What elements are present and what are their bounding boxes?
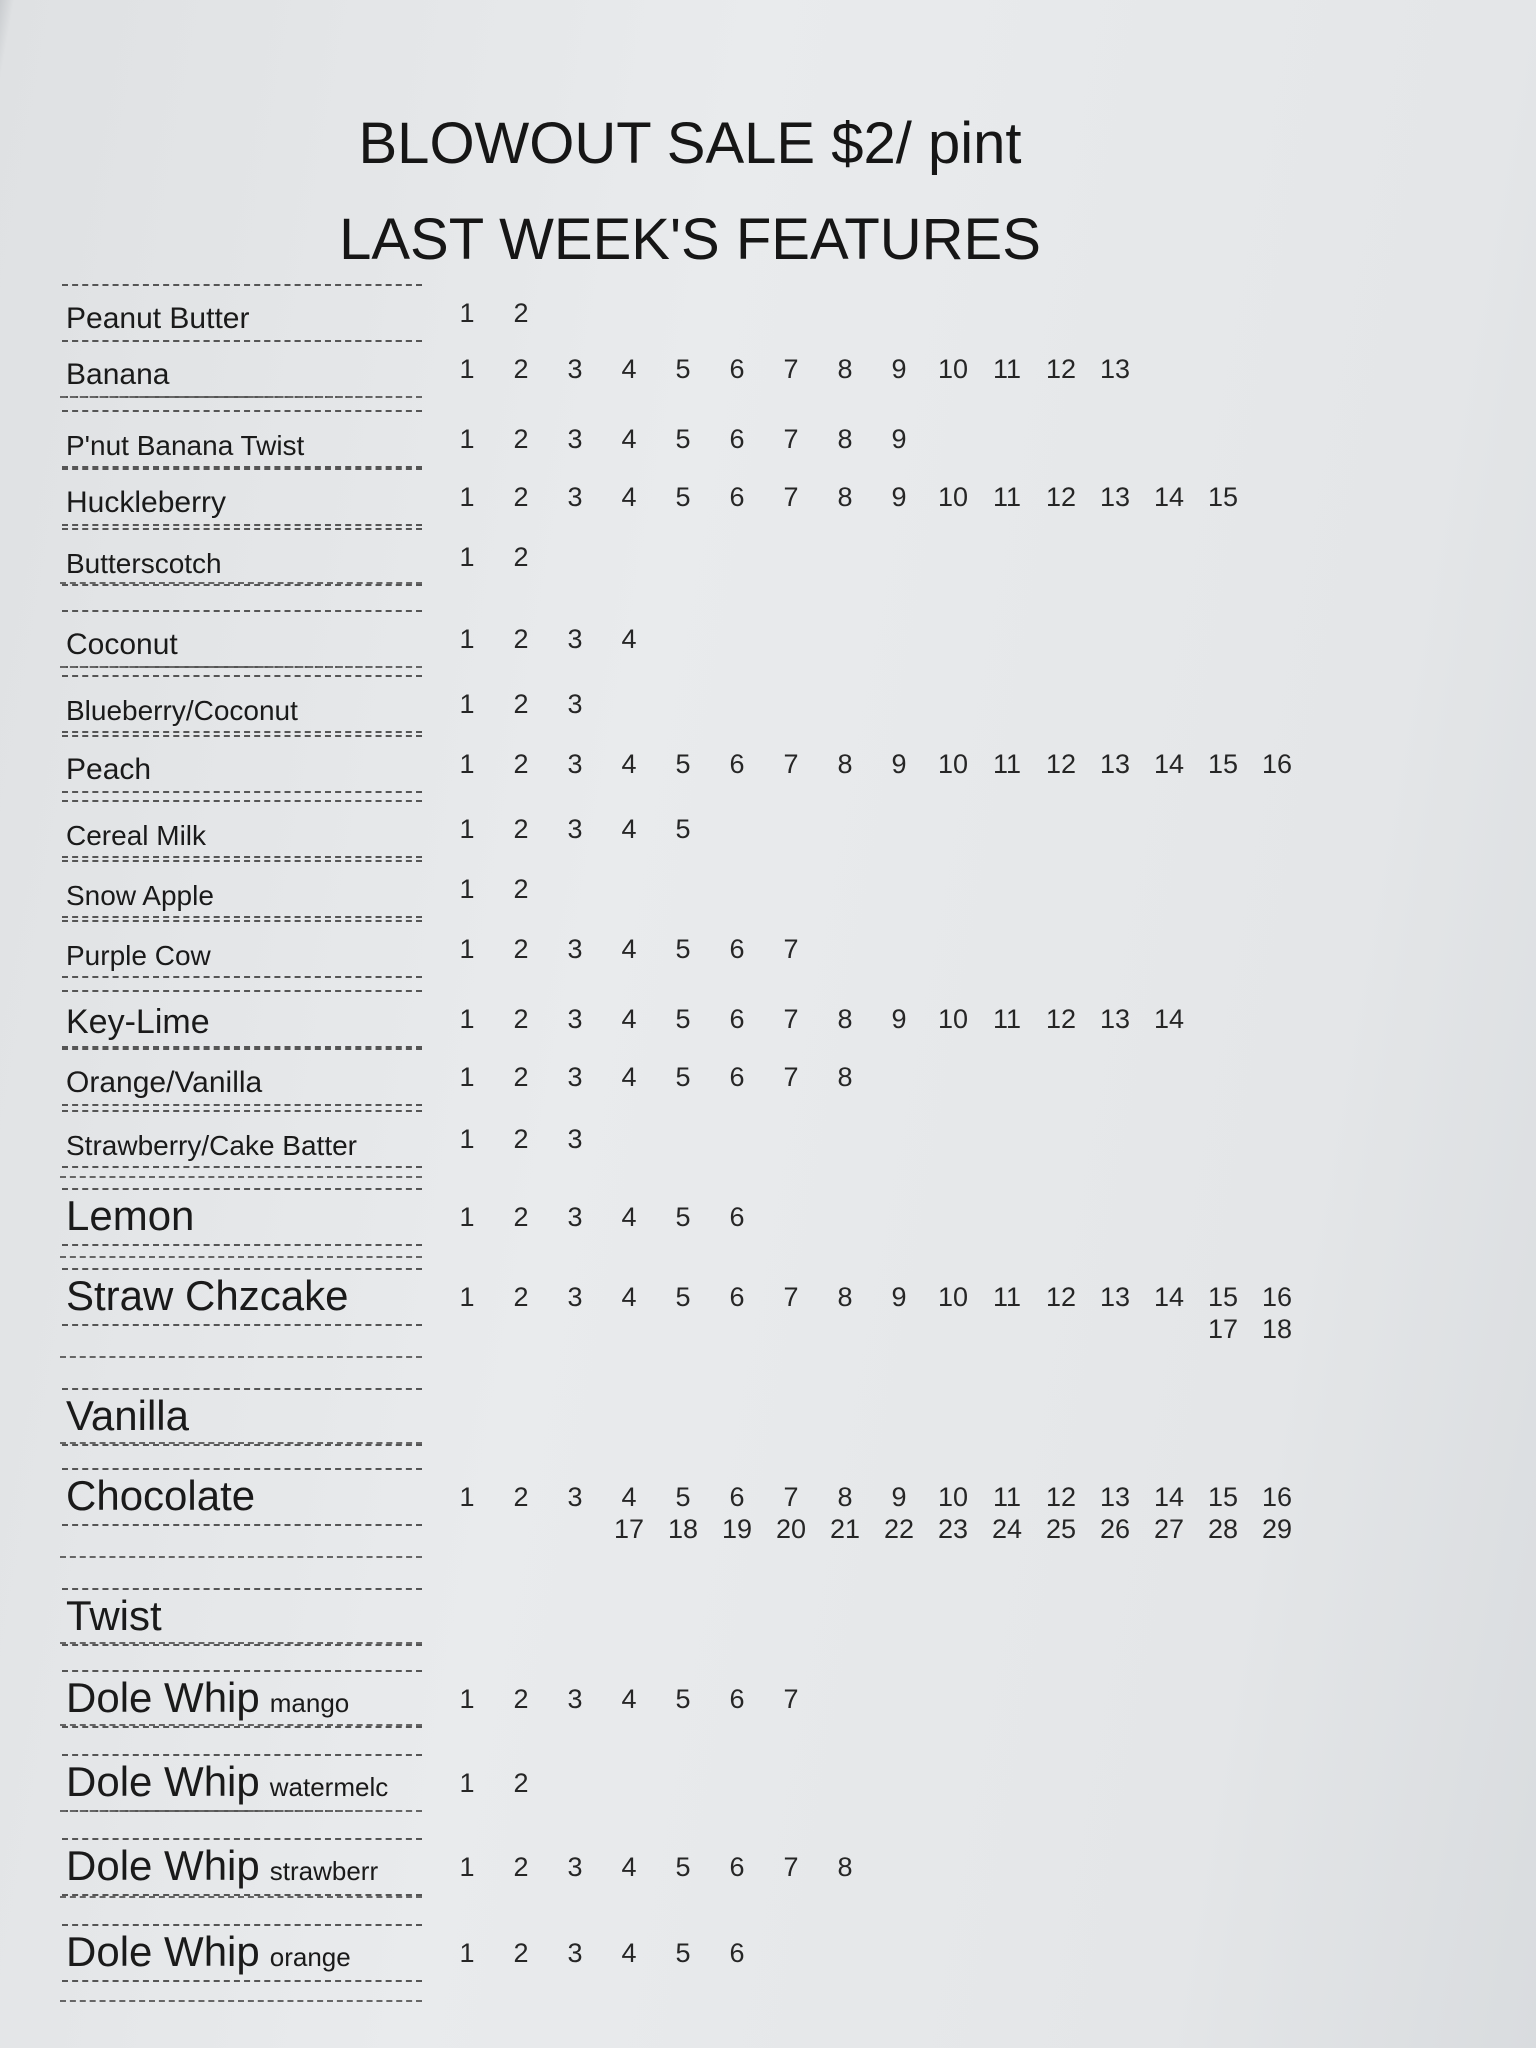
tally-number: 1 [459, 482, 475, 512]
flavor-row [0, 920, 1536, 978]
flavor-label-box [62, 735, 422, 793]
tally-number: 1 [459, 689, 475, 719]
tally-number: 9 [891, 1282, 907, 1312]
flavor-name [66, 628, 178, 662]
flavor-name-text: Straw Chzcake [66, 1272, 349, 1319]
tally-number: 17 [1207, 1314, 1239, 1344]
flavor-row [0, 528, 1536, 586]
tally-number: 12 [1045, 354, 1077, 384]
flavor-label-box [62, 528, 422, 586]
header [0, 96, 1380, 288]
tally-number: 6 [729, 354, 745, 384]
flavor-label-box [62, 284, 422, 342]
tally-number: 13 [1099, 1282, 1131, 1312]
tally-number: 4 [621, 1202, 637, 1232]
tally-number: 7 [783, 1852, 799, 1882]
tally-number: 3 [567, 354, 583, 384]
tally-number: 12 [1045, 1004, 1077, 1034]
tally-number: 2 [513, 542, 529, 572]
features-title: LAST WEEK'S FEATURES [339, 207, 1041, 272]
flavor-name-text: Chocolate [66, 1472, 256, 1519]
flavor-row [0, 735, 1536, 793]
tally-number: 12 [1045, 749, 1077, 779]
tally-number: 2 [513, 874, 529, 904]
tally-number: 6 [729, 1282, 745, 1312]
tally-number: 2 [513, 1202, 529, 1232]
tally-number: 2 [513, 1768, 529, 1798]
dashed-divider [60, 1556, 422, 1558]
tally-number: 12 [1045, 1482, 1077, 1512]
flavor-name [66, 1472, 255, 1520]
tally-number: 4 [621, 482, 637, 512]
tally-number: 5 [675, 1062, 691, 1092]
tally-number: 27 [1153, 1514, 1185, 1544]
tally-number: 10 [937, 354, 969, 384]
flavor-row [0, 675, 1536, 733]
tally-number: 4 [621, 814, 637, 844]
tally-number: 1 [459, 1202, 475, 1232]
flavor-name-text: Dole Whip [66, 1674, 260, 1721]
flavor-row [0, 1924, 1536, 1982]
tally-number: 3 [567, 1852, 583, 1882]
tally-number: 6 [729, 1004, 745, 1034]
flavor-name-text: Butterscotch [66, 548, 222, 579]
tally-number: 1 [459, 874, 475, 904]
flavor-label-box [62, 410, 422, 468]
tally-number: 5 [675, 749, 691, 779]
flavor-name [66, 302, 249, 336]
tally-number: 1 [459, 1938, 475, 1968]
flavor-name-text: Purple Cow [66, 940, 211, 971]
flavor-label-box [62, 1468, 422, 1526]
flavor-row [0, 340, 1536, 398]
tally-number: 9 [891, 354, 907, 384]
flavor-label-box [62, 1048, 422, 1106]
flavor-row [0, 800, 1536, 858]
flavor-row [0, 1268, 1536, 1344]
flavor-name-text: Peach [66, 753, 152, 786]
tally-number: 5 [675, 934, 691, 964]
dashed-divider [60, 1442, 422, 1444]
flavor-row [0, 1188, 1536, 1246]
flavor-name [66, 695, 298, 727]
tally-number: 2 [513, 1004, 529, 1034]
tally-number: 3 [567, 424, 583, 454]
tally-number: 10 [937, 1004, 969, 1034]
tally-number: 4 [621, 1684, 637, 1714]
tally-number: 10 [937, 1282, 969, 1312]
tally-number: 2 [513, 1684, 529, 1714]
tally-number: 7 [783, 482, 799, 512]
tally-number: 1 [459, 1062, 475, 1092]
dashed-divider [60, 1810, 422, 1812]
tally-number: 3 [567, 689, 583, 719]
flavor-name-text: Blueberry/Coconut [66, 695, 298, 726]
tally-number: 14 [1153, 749, 1185, 779]
tally-number: 3 [567, 482, 583, 512]
tally-number: 2 [513, 749, 529, 779]
tally-number: 3 [567, 934, 583, 964]
tally-number: 2 [513, 1062, 529, 1092]
tally-number: 5 [675, 1684, 691, 1714]
tally-number: 9 [891, 1482, 907, 1512]
tally-number: 14 [1153, 1004, 1185, 1034]
tally-number: 11 [992, 354, 1022, 384]
tally-number: 4 [621, 424, 637, 454]
flavor-label-box [62, 675, 422, 733]
tally-number: 1 [459, 542, 475, 572]
tally-number: 21 [829, 1514, 861, 1544]
flavor-name [66, 753, 151, 787]
tally-number: 29 [1261, 1514, 1293, 1544]
flavor-name-text: Twist [66, 1592, 162, 1639]
flavor-name-text: Orange/Vanilla [66, 1066, 263, 1099]
flavor-name [66, 430, 304, 462]
tally-number: 3 [567, 1684, 583, 1714]
flavor-row [0, 1670, 1536, 1728]
tally-number: 10 [937, 749, 969, 779]
flavor-name [66, 1758, 388, 1806]
tally-number: 1 [459, 1124, 475, 1154]
tally-number: 10 [937, 482, 969, 512]
flavor-name [66, 880, 214, 912]
dashed-divider [60, 1896, 422, 1898]
flavor-name [66, 1130, 357, 1162]
tally-number: 8 [837, 1004, 853, 1034]
tally-number: 7 [783, 749, 799, 779]
tally-number: 6 [729, 482, 745, 512]
flavor-row [0, 860, 1536, 918]
flavor-name [66, 1003, 210, 1042]
tally-number: 4 [621, 1938, 637, 1968]
flavor-name-text: Strawberry/Cake Batter [66, 1130, 357, 1161]
tally-number: 6 [729, 1852, 745, 1882]
tally-number: 8 [837, 749, 853, 779]
tally-number: 5 [675, 354, 691, 384]
tally-number: 28 [1207, 1514, 1239, 1544]
tally-number: 1 [459, 1684, 475, 1714]
flavor-label-box [62, 1188, 422, 1246]
tally-number: 5 [675, 814, 691, 844]
tally-number: 3 [567, 1062, 583, 1092]
tally-number: 8 [837, 354, 853, 384]
tally-number: 5 [675, 1852, 691, 1882]
dashed-divider [60, 1356, 422, 1358]
flavor-name-text: Lemon [66, 1192, 195, 1239]
tally-number: 9 [891, 482, 907, 512]
tally-number: 17 [613, 1514, 645, 1544]
tally-number: 2 [513, 1852, 529, 1882]
tally-number: 23 [937, 1514, 969, 1544]
tally-number: 5 [675, 482, 691, 512]
tally-number: 13 [1099, 1482, 1131, 1512]
tally-number: 24 [991, 1514, 1023, 1544]
flavor-row [0, 1110, 1536, 1168]
tally-number: 2 [513, 1124, 529, 1154]
flavor-label-box [62, 1588, 422, 1646]
tally-number: 12 [1045, 482, 1077, 512]
tally-number: 9 [891, 749, 907, 779]
tally-number: 5 [675, 1482, 691, 1512]
tally-number: 7 [783, 1062, 799, 1092]
tally-number: 3 [567, 1482, 583, 1512]
tally-number: 14 [1153, 1482, 1185, 1512]
flavor-name-text: Dole Whip [66, 1758, 260, 1805]
flavor-label-box [62, 920, 422, 978]
tally-number: 6 [729, 424, 745, 454]
tally-number: 14 [1153, 1282, 1185, 1312]
tally-number: 4 [621, 624, 637, 654]
tally-number: 4 [621, 1852, 637, 1882]
dashed-divider [60, 396, 422, 398]
tally-number: 1 [459, 354, 475, 384]
tally-number: 1 [459, 1482, 475, 1512]
tally-number: 11 [992, 482, 1022, 512]
tally-number: 3 [567, 1004, 583, 1034]
flavor-row [0, 1048, 1536, 1106]
flavor-row [0, 1838, 1536, 1896]
flavor-name [66, 940, 211, 972]
flavor-label-box [62, 1924, 422, 1982]
dashed-divider [60, 2000, 422, 2002]
flavor-name [66, 1592, 162, 1640]
tally-number: 15 [1207, 749, 1239, 779]
tally-number: 15 [1207, 482, 1239, 512]
tally-number: 9 [891, 424, 907, 454]
flavor-row [0, 1588, 1536, 1646]
dashed-divider [60, 1642, 422, 1644]
tally-number: 1 [459, 1282, 475, 1312]
flavor-label-box [62, 1754, 422, 1812]
tally-number: 3 [567, 814, 583, 844]
flavor-name-text: Huckleberry [66, 486, 227, 519]
tally-number: 2 [513, 424, 529, 454]
flavor-label-box [62, 1838, 422, 1896]
tally-number: 4 [621, 1482, 637, 1512]
flavor-variant: mango [269, 1688, 350, 1718]
tally-number: 5 [675, 1004, 691, 1034]
tally-number: 14 [1153, 482, 1185, 512]
tally-number: 16 [1261, 1282, 1293, 1312]
tally-number: 15 [1207, 1282, 1239, 1312]
flavor-name [66, 486, 226, 520]
tally-number: 13 [1099, 354, 1131, 384]
tally-number: 1 [459, 814, 475, 844]
flavor-label-box [62, 1670, 422, 1728]
dashed-divider [60, 1256, 422, 1258]
flavor-row [0, 410, 1536, 468]
tally-number: 1 [459, 1852, 475, 1882]
flavor-row [0, 468, 1536, 526]
tally-number: 4 [621, 749, 637, 779]
flavor-row [0, 1388, 1536, 1446]
flavor-row [0, 610, 1536, 668]
tally-number: 2 [513, 298, 529, 328]
tally-number: 13 [1099, 1004, 1131, 1034]
flavor-name [66, 358, 169, 392]
flavor-name [66, 1066, 262, 1100]
tally-number: 1 [459, 1768, 475, 1798]
tally-number: 7 [783, 934, 799, 964]
flavor-row [0, 284, 1536, 342]
tally-number: 11 [992, 749, 1022, 779]
tally-number: 4 [621, 1062, 637, 1092]
tally-number: 1 [459, 624, 475, 654]
tally-number: 2 [513, 354, 529, 384]
tally-number: 16 [1261, 749, 1293, 779]
tally-number: 9 [891, 1004, 907, 1034]
tally-number: 4 [621, 1004, 637, 1034]
sale-title: BLOWOUT SALE $2/ pint [358, 111, 1022, 176]
tally-number: 13 [1099, 482, 1131, 512]
flavor-label-box [62, 340, 422, 398]
flavor-label-box [62, 800, 422, 858]
flavor-name-text: Dole Whip [66, 1842, 260, 1889]
tally-number: 6 [729, 1202, 745, 1232]
flavor-name [66, 1392, 189, 1440]
tally-number: 3 [567, 1938, 583, 1968]
tally-number: 15 [1207, 1482, 1239, 1512]
dashed-divider [60, 582, 422, 584]
tally-number: 2 [513, 1938, 529, 1968]
tally-number: 3 [567, 1202, 583, 1232]
tally-number: 8 [837, 424, 853, 454]
flavor-name-text: Coconut [66, 628, 178, 661]
flavor-label-box [62, 1110, 422, 1168]
flavor-name-text: Snow Apple [66, 880, 214, 911]
tally-number: 18 [667, 1514, 699, 1544]
tally-number: 22 [883, 1514, 915, 1544]
tally-number: 20 [775, 1514, 807, 1544]
tally-number: 11 [992, 1482, 1022, 1512]
flavor-label-box [62, 610, 422, 668]
tally-number: 2 [513, 814, 529, 844]
tally-number: 4 [621, 1282, 637, 1312]
tally-number: 6 [729, 1062, 745, 1092]
tally-number: 1 [459, 424, 475, 454]
tally-number: 1 [459, 749, 475, 779]
flavor-label-box [62, 1388, 422, 1446]
tally-number: 18 [1261, 1314, 1293, 1344]
flavor-variant: strawberr [269, 1856, 379, 1886]
tally-number: 13 [1099, 749, 1131, 779]
tally-number: 25 [1045, 1514, 1077, 1544]
flavor-name [66, 1272, 348, 1320]
tally-number: 2 [513, 934, 529, 964]
tally-number: 19 [721, 1514, 753, 1544]
tally-number: 8 [837, 482, 853, 512]
flavor-name [66, 1842, 378, 1890]
flavor-label-box [62, 468, 422, 526]
flavor-row [0, 1754, 1536, 1812]
tally-number: 2 [513, 1482, 529, 1512]
tally-number: 5 [675, 1202, 691, 1232]
tally-number: 4 [621, 354, 637, 384]
tally-number: 26 [1099, 1514, 1131, 1544]
tally-number: 6 [729, 934, 745, 964]
flavor-variant: orange [269, 1942, 351, 1972]
flavor-name-text: Cereal Milk [66, 820, 207, 851]
tally-number: 5 [675, 1282, 691, 1312]
flavor-name-text: Peanut Butter [66, 302, 250, 335]
tally-number: 6 [729, 1482, 745, 1512]
tally-number: 2 [513, 689, 529, 719]
tally-number: 11 [992, 1282, 1022, 1312]
tally-number: 7 [783, 1282, 799, 1312]
tally-number: 7 [783, 1004, 799, 1034]
flavor-name-text: Dole Whip [66, 1928, 260, 1975]
flavor-name-text: Key-Lime [66, 1003, 210, 1041]
flavor-name [66, 1674, 349, 1722]
tally-number: 3 [567, 1282, 583, 1312]
flavor-label-box [62, 860, 422, 918]
dashed-divider [60, 1724, 422, 1726]
flavor-name-text: Vanilla [66, 1392, 189, 1439]
tally-number: 6 [729, 749, 745, 779]
tally-number: 12 [1045, 1282, 1077, 1312]
tally-number: 5 [675, 1938, 691, 1968]
tally-number: 7 [783, 1684, 799, 1714]
tally-number: 6 [729, 1938, 745, 1968]
tally-number: 6 [729, 1684, 745, 1714]
flavor-row [0, 990, 1536, 1048]
flavor-name [66, 1192, 194, 1240]
dashed-divider [60, 666, 422, 668]
tally-number: 1 [459, 298, 475, 328]
dashed-divider [60, 1176, 422, 1178]
tally-number: 2 [513, 482, 529, 512]
tally-number: 7 [783, 1482, 799, 1512]
tally-number: 2 [513, 624, 529, 654]
tally-number: 1 [459, 934, 475, 964]
flavor-name-text: P'nut Banana Twist [66, 430, 305, 461]
flavor-label-box [62, 1268, 422, 1326]
flavor-label-box [62, 990, 422, 1048]
flavor-row [0, 1468, 1536, 1544]
flavor-name [66, 1928, 351, 1976]
tally-number: 4 [621, 934, 637, 964]
tally-number: 5 [675, 424, 691, 454]
tally-number: 11 [992, 1004, 1022, 1034]
flavor-variant: watermelc [269, 1772, 389, 1802]
tally-number: 8 [837, 1062, 853, 1092]
flavor-name [66, 820, 206, 852]
flavor-name-text: Banana [66, 358, 170, 391]
flavor-name [66, 548, 222, 580]
tally-number: 3 [567, 1124, 583, 1154]
tally-number: 7 [783, 354, 799, 384]
tally-number: 1 [459, 1004, 475, 1034]
tally-number: 8 [837, 1282, 853, 1312]
tally-number: 8 [837, 1852, 853, 1882]
tally-number: 7 [783, 424, 799, 454]
tally-number: 10 [937, 1482, 969, 1512]
tally-number: 8 [837, 1482, 853, 1512]
tally-number: 3 [567, 749, 583, 779]
tally-number: 2 [513, 1282, 529, 1312]
tally-number: 3 [567, 624, 583, 654]
tally-number: 16 [1261, 1482, 1293, 1512]
